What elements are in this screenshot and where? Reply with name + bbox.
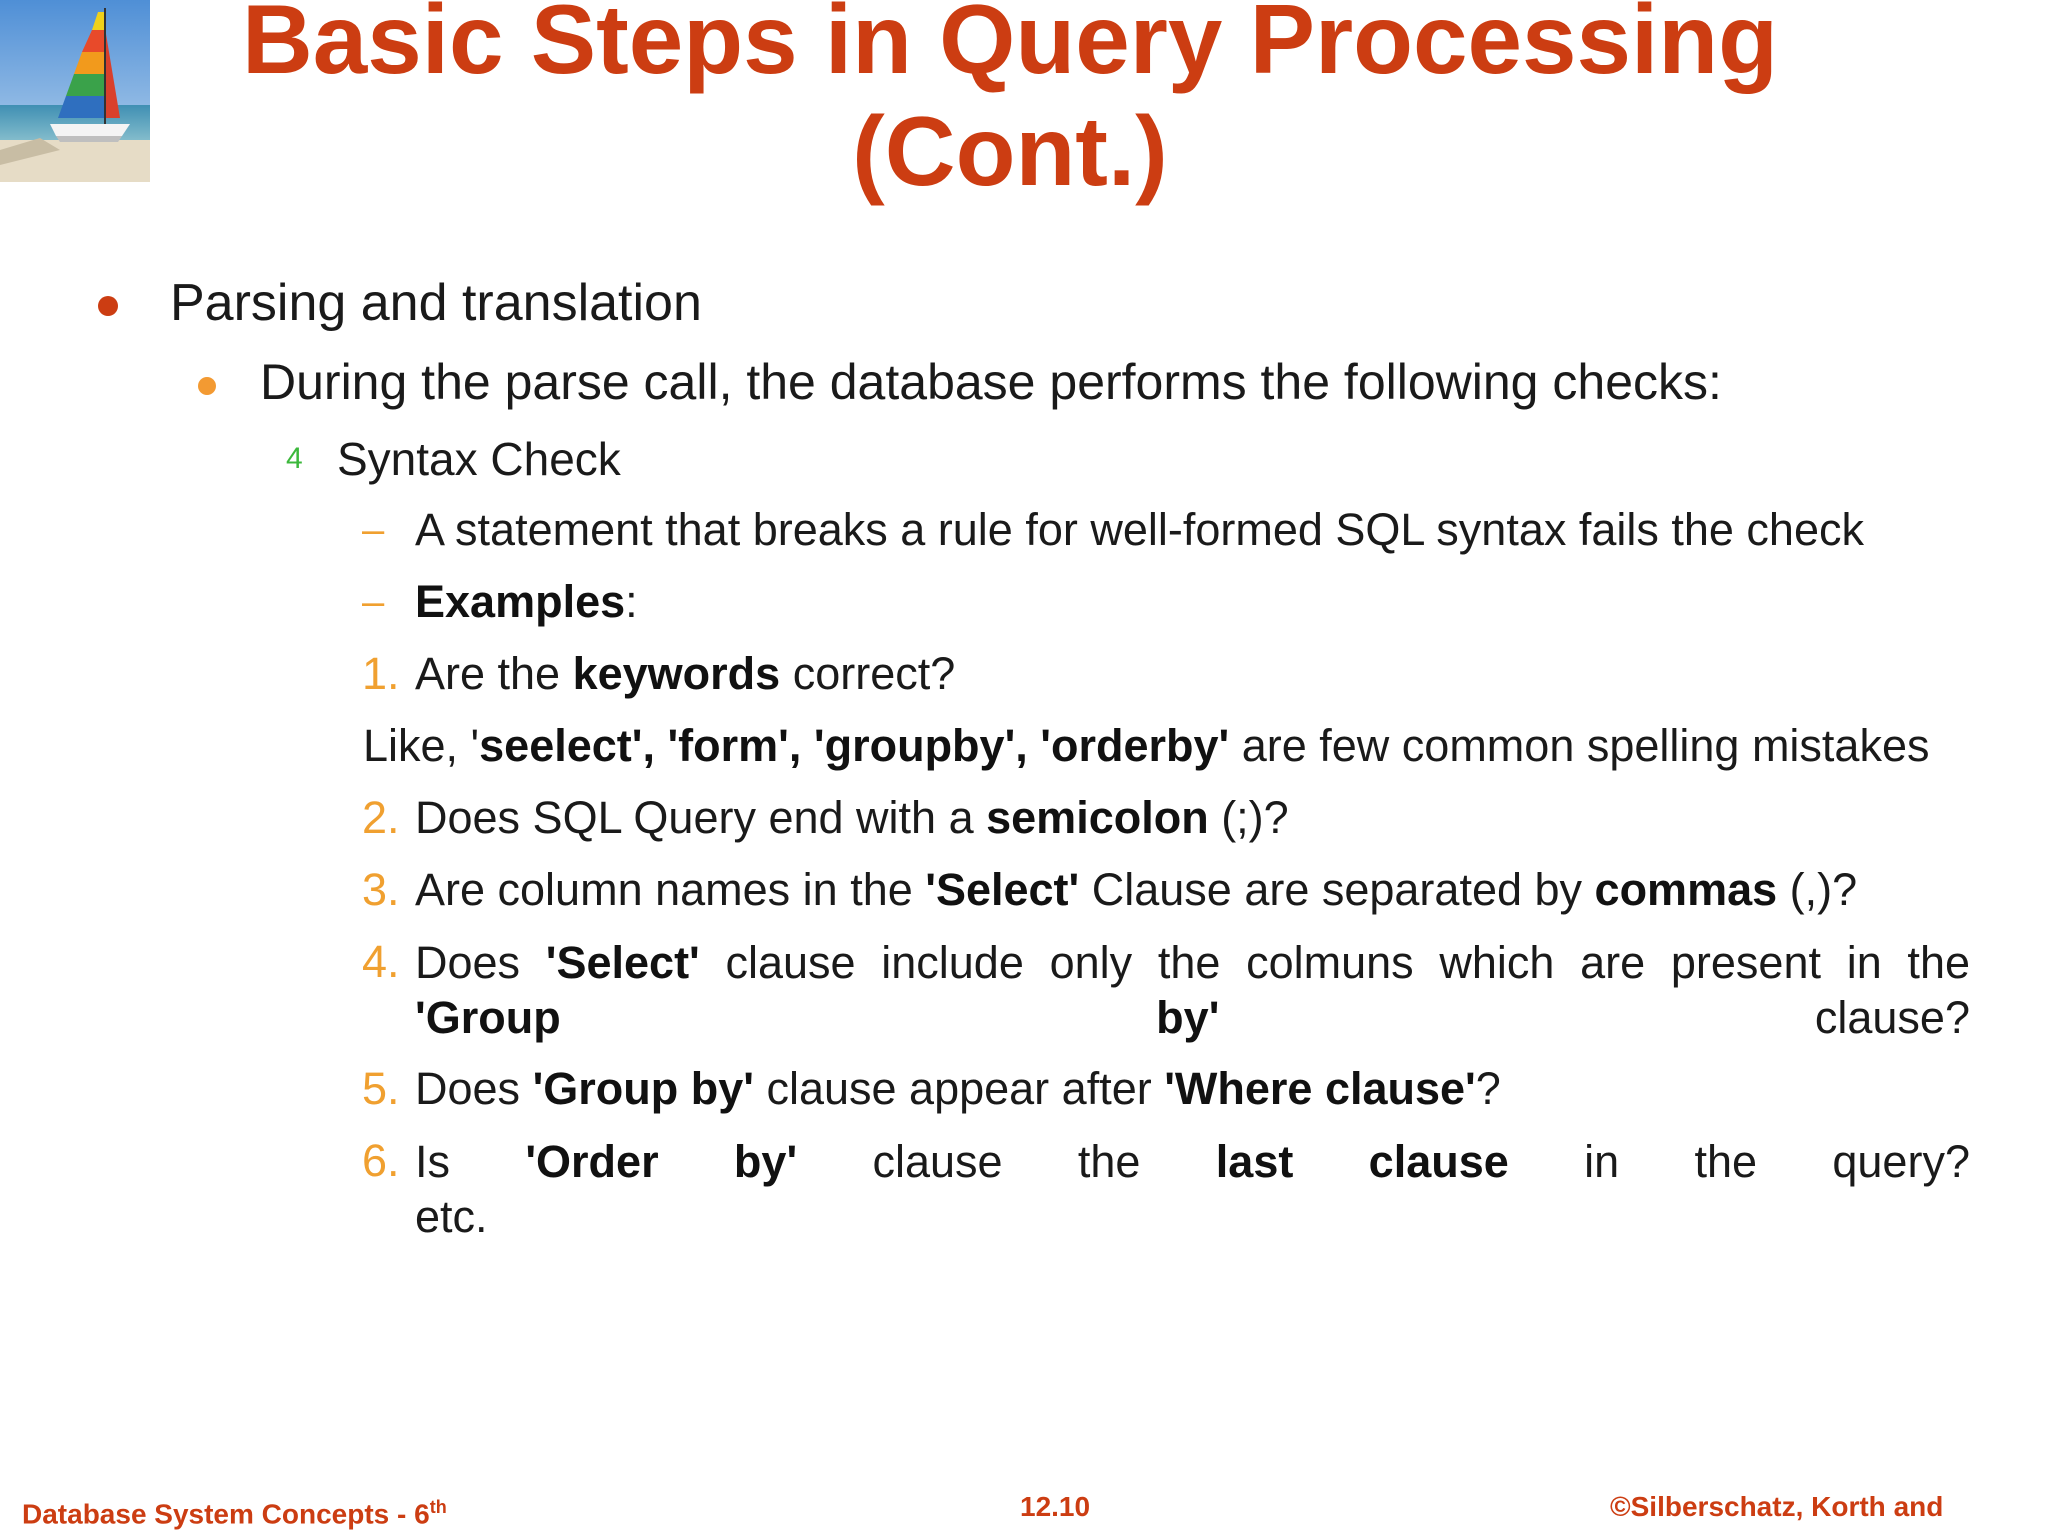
example-item-1: Are the keywords correct? (415, 648, 956, 699)
item-number: 3. (362, 864, 400, 915)
bullet-parsing: Parsing and translation (170, 274, 702, 332)
syntax-rule-text: A statement that breaks a rule for well-formed SQL syntax fails the check (415, 504, 1864, 555)
dash-marker: – (362, 580, 385, 624)
item-number: 5. (362, 1063, 400, 1114)
spelling-mistakes-line: Like, 'seelect', 'form', 'groupby', 'orderby' are few common spelling mistakes (363, 720, 1930, 771)
example-item-6: Is 'Order by' clause the last clause in the query? etc. (415, 1136, 1970, 1242)
item-number: 1. (362, 648, 400, 699)
sailboat-logo (0, 0, 150, 182)
footer-page-number: 12.10 (1020, 1491, 1091, 1522)
footer-book-title: Database System Concepts - 6th (22, 1497, 447, 1530)
dash-marker: – (362, 508, 385, 552)
slide-title-cont: (Cont.) (852, 96, 1168, 206)
item-number: 6. (362, 1135, 400, 1186)
check-marker: 4 (286, 442, 303, 475)
footer-copyright: ©Silberschatz, Korth and (1610, 1491, 1944, 1522)
bullet-dot (198, 377, 216, 395)
example-item-4: Does 'Select' clause include only the colmuns which are present in the 'Group by' clause? (415, 937, 1970, 1043)
bullet-parse-call: During the parse call, the database performs the following checks: (260, 354, 1722, 410)
item-number: 2. (362, 792, 400, 843)
example-item-5: Does 'Group by' clause appear after 'Where clause'? (415, 1063, 1501, 1114)
item-number: 4. (362, 936, 400, 987)
examples-label: Examples: (415, 576, 638, 627)
slide-title: Basic Steps in Query Processing (242, 0, 1778, 94)
bullet-dot (98, 296, 118, 316)
syntax-check-heading: Syntax Check (337, 433, 621, 485)
example-item-3: Are column names in the 'Select' Clause are separated by commas (,)? (415, 864, 1858, 915)
example-item-2: Does SQL Query end with a semicolon (;)? (415, 792, 1289, 843)
